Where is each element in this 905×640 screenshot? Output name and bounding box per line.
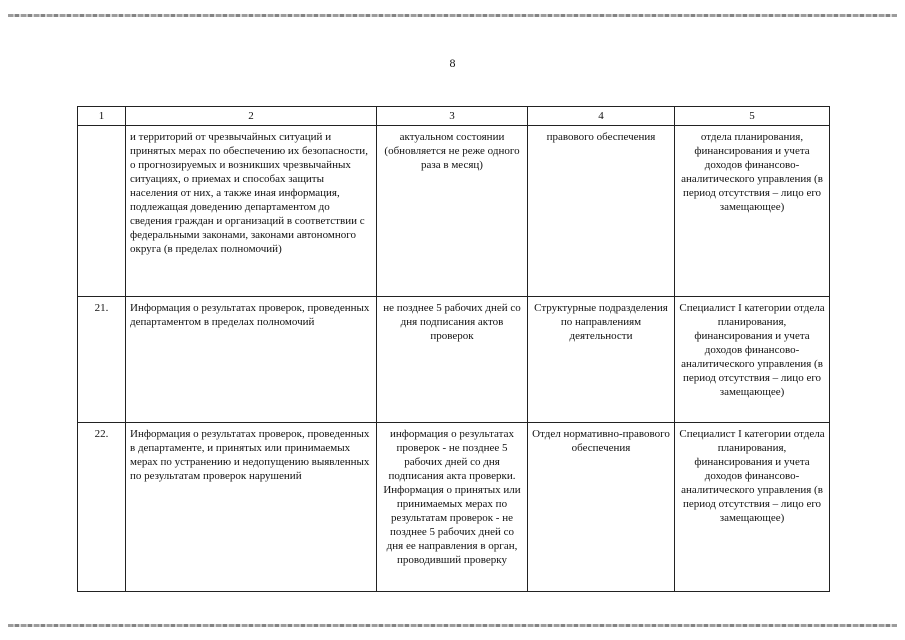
table-row [78,126,830,297]
responsible-division: Структурные подразделения по направлениям деятельности [528,297,675,423]
column-header-2: 2 [126,107,377,126]
scan-edge-top [8,14,897,17]
document-table [77,106,830,592]
table-header-row [78,107,830,126]
publication-period: актуальном состоянии (обновляется не реже одного раза в месяц) [377,126,528,297]
column-header-3: 3 [377,107,528,126]
row-number: 21. [78,297,126,423]
responsible-person: Специалист I категории отдела планирования, финансирования и учета доходов финансово-аналитического управления (в период отсутствия – лицо его замещающее) [675,297,830,423]
info-description: Информация о результатах проверок, проведенных департаментом в пределах полномочий [126,297,377,423]
info-description: Информация о результатах проверок, проведенных в департаменте, и принятых или принимаемых мерах по устранению и недопущению выявленных по результатам проверок нарушений [126,423,377,592]
column-header-1: 1 [78,107,126,126]
info-description: и территорий от чрезвычайных ситуаций и принятых мерах по обеспечению их безопасности, о прогнозируемых и возникших чрезвычайных ситуациях, о приемах и способах защиты населения от них, а также иная информация, подлежащая доведению департаментом до сведения граждан и организаций в соответствии с федеральными законами, законами автономного округа (в пределах полномочий) [126,126,377,297]
publication-period: не позднее 5 рабочих дней со дня подписания актов проверок [377,297,528,423]
scan-edge-bottom [8,624,897,627]
responsible-person: Специалист I категории отдела планирования, финансирования и учета доходов финансово-аналитического управления (в период отсутствия – лицо его замещающее) [675,423,830,592]
column-header-5: 5 [675,107,830,126]
responsible-division: Отдел нормативно-правового обеспечения [528,423,675,592]
page-number: 8 [449,56,456,70]
row-number [78,126,126,297]
column-header-4: 4 [528,107,675,126]
table-row [78,297,830,423]
responsible-person: отдела планирования, финансирования и учета доходов финансово-аналитического управления (в период отсутствия – лицо его замещающее) [675,126,830,297]
table-row [78,423,830,592]
publication-period: информация о результатах проверок - не позднее 5 рабочих дней со дня подписания акта проверки. Информация о принятых или принимаемых мерах по результатам проверок - не позднее 5 рабочих дней со дня ее направления в орган, проводивший проверку [377,423,528,592]
row-number: 22. [78,423,126,592]
responsible-division: правового обеспечения [528,126,675,297]
